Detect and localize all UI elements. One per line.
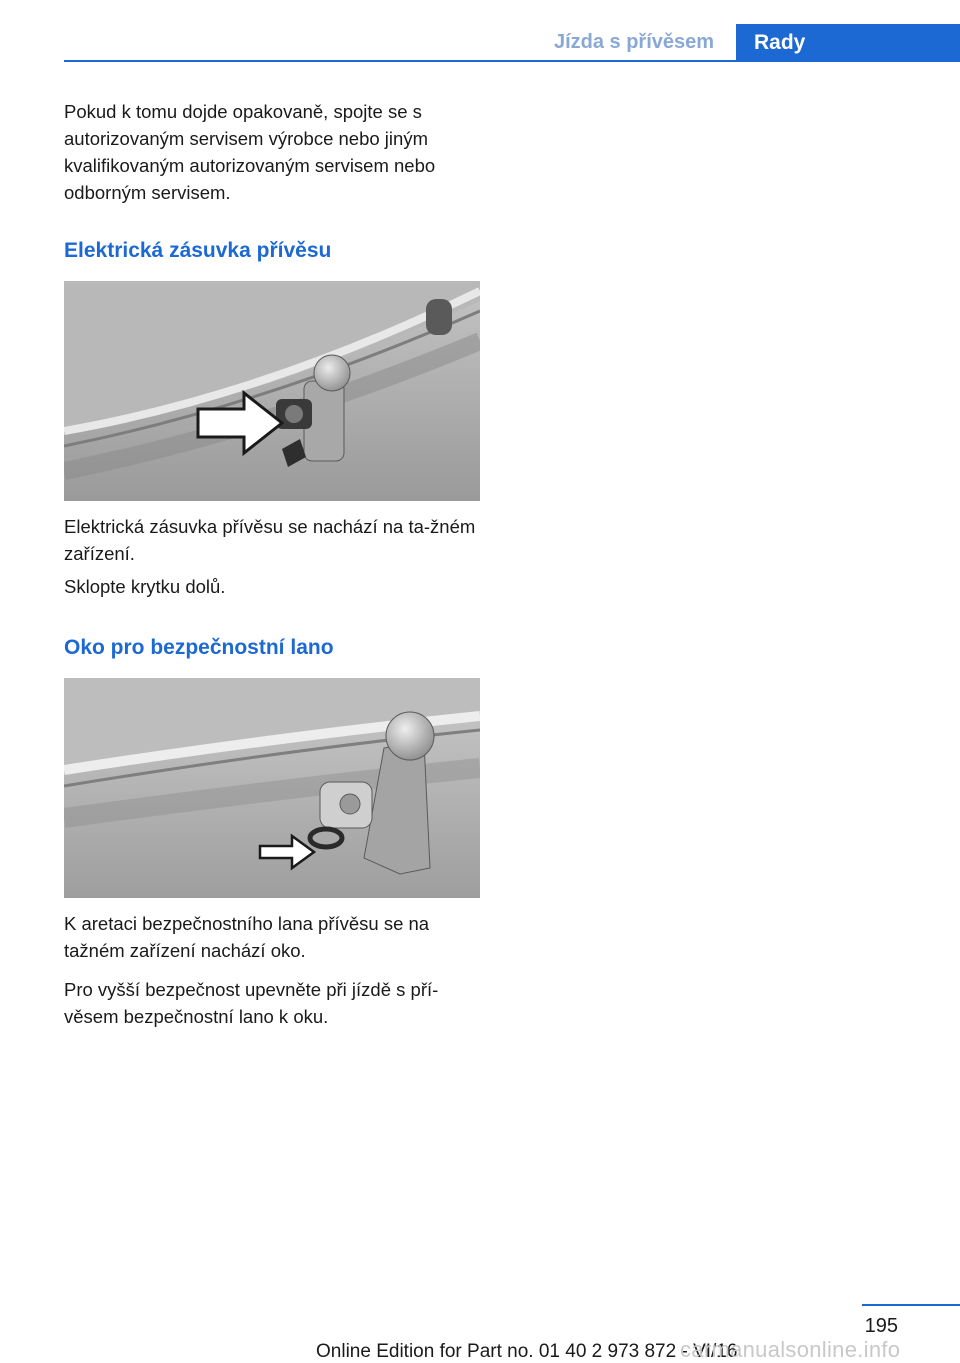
trailer-socket-paragraph-2: Sklopte krytku dolů. [64, 576, 226, 597]
section-heading-trailer-socket: Elektrická zásuvka přívěsu [64, 239, 332, 262]
page-number-rule [862, 1304, 960, 1306]
edition-footer: Online Edition for Part no. 01 40 2 973 872 - VI/16 [316, 1341, 738, 1362]
trailer-socket-paragraph-1: Elektrická zásuvka přívěsu se nachází na ta‐žném zařízení. [64, 516, 476, 564]
safety-rope-eye-paragraph-2: Pro vyšší bezpečnost upevněte při jízdě s pří‐věsem bezpečnostní lano k oku. [64, 979, 439, 1027]
trailer-socket-illustration [64, 281, 480, 501]
page-number: 195 [864, 1315, 898, 1337]
safety-rope-eye-paragraph-1: K aretaci bezpečnostního lana přívěsu se na tažném zařízení nachází oko. [64, 913, 430, 961]
header-section-title: Jízda s přívěsem [553, 30, 715, 53]
safety-rope-eye-illustration [64, 678, 480, 898]
page-content [64, 98, 480, 1030]
header-chapter-tab: Rady [736, 24, 960, 62]
watermark: carmanualsonline.info [680, 1337, 901, 1362]
header-rule [64, 60, 960, 62]
intro-paragraph: Pokud k tomu dojde opakovaně, spojte se s autorizovaným servisem výrobce nebo jiným kvalifikovaným autorizovaným servisem nebo odborným servisem. [64, 101, 436, 203]
section-heading-safety-rope-eye: Oko pro bezpečnostní lano [64, 636, 334, 659]
